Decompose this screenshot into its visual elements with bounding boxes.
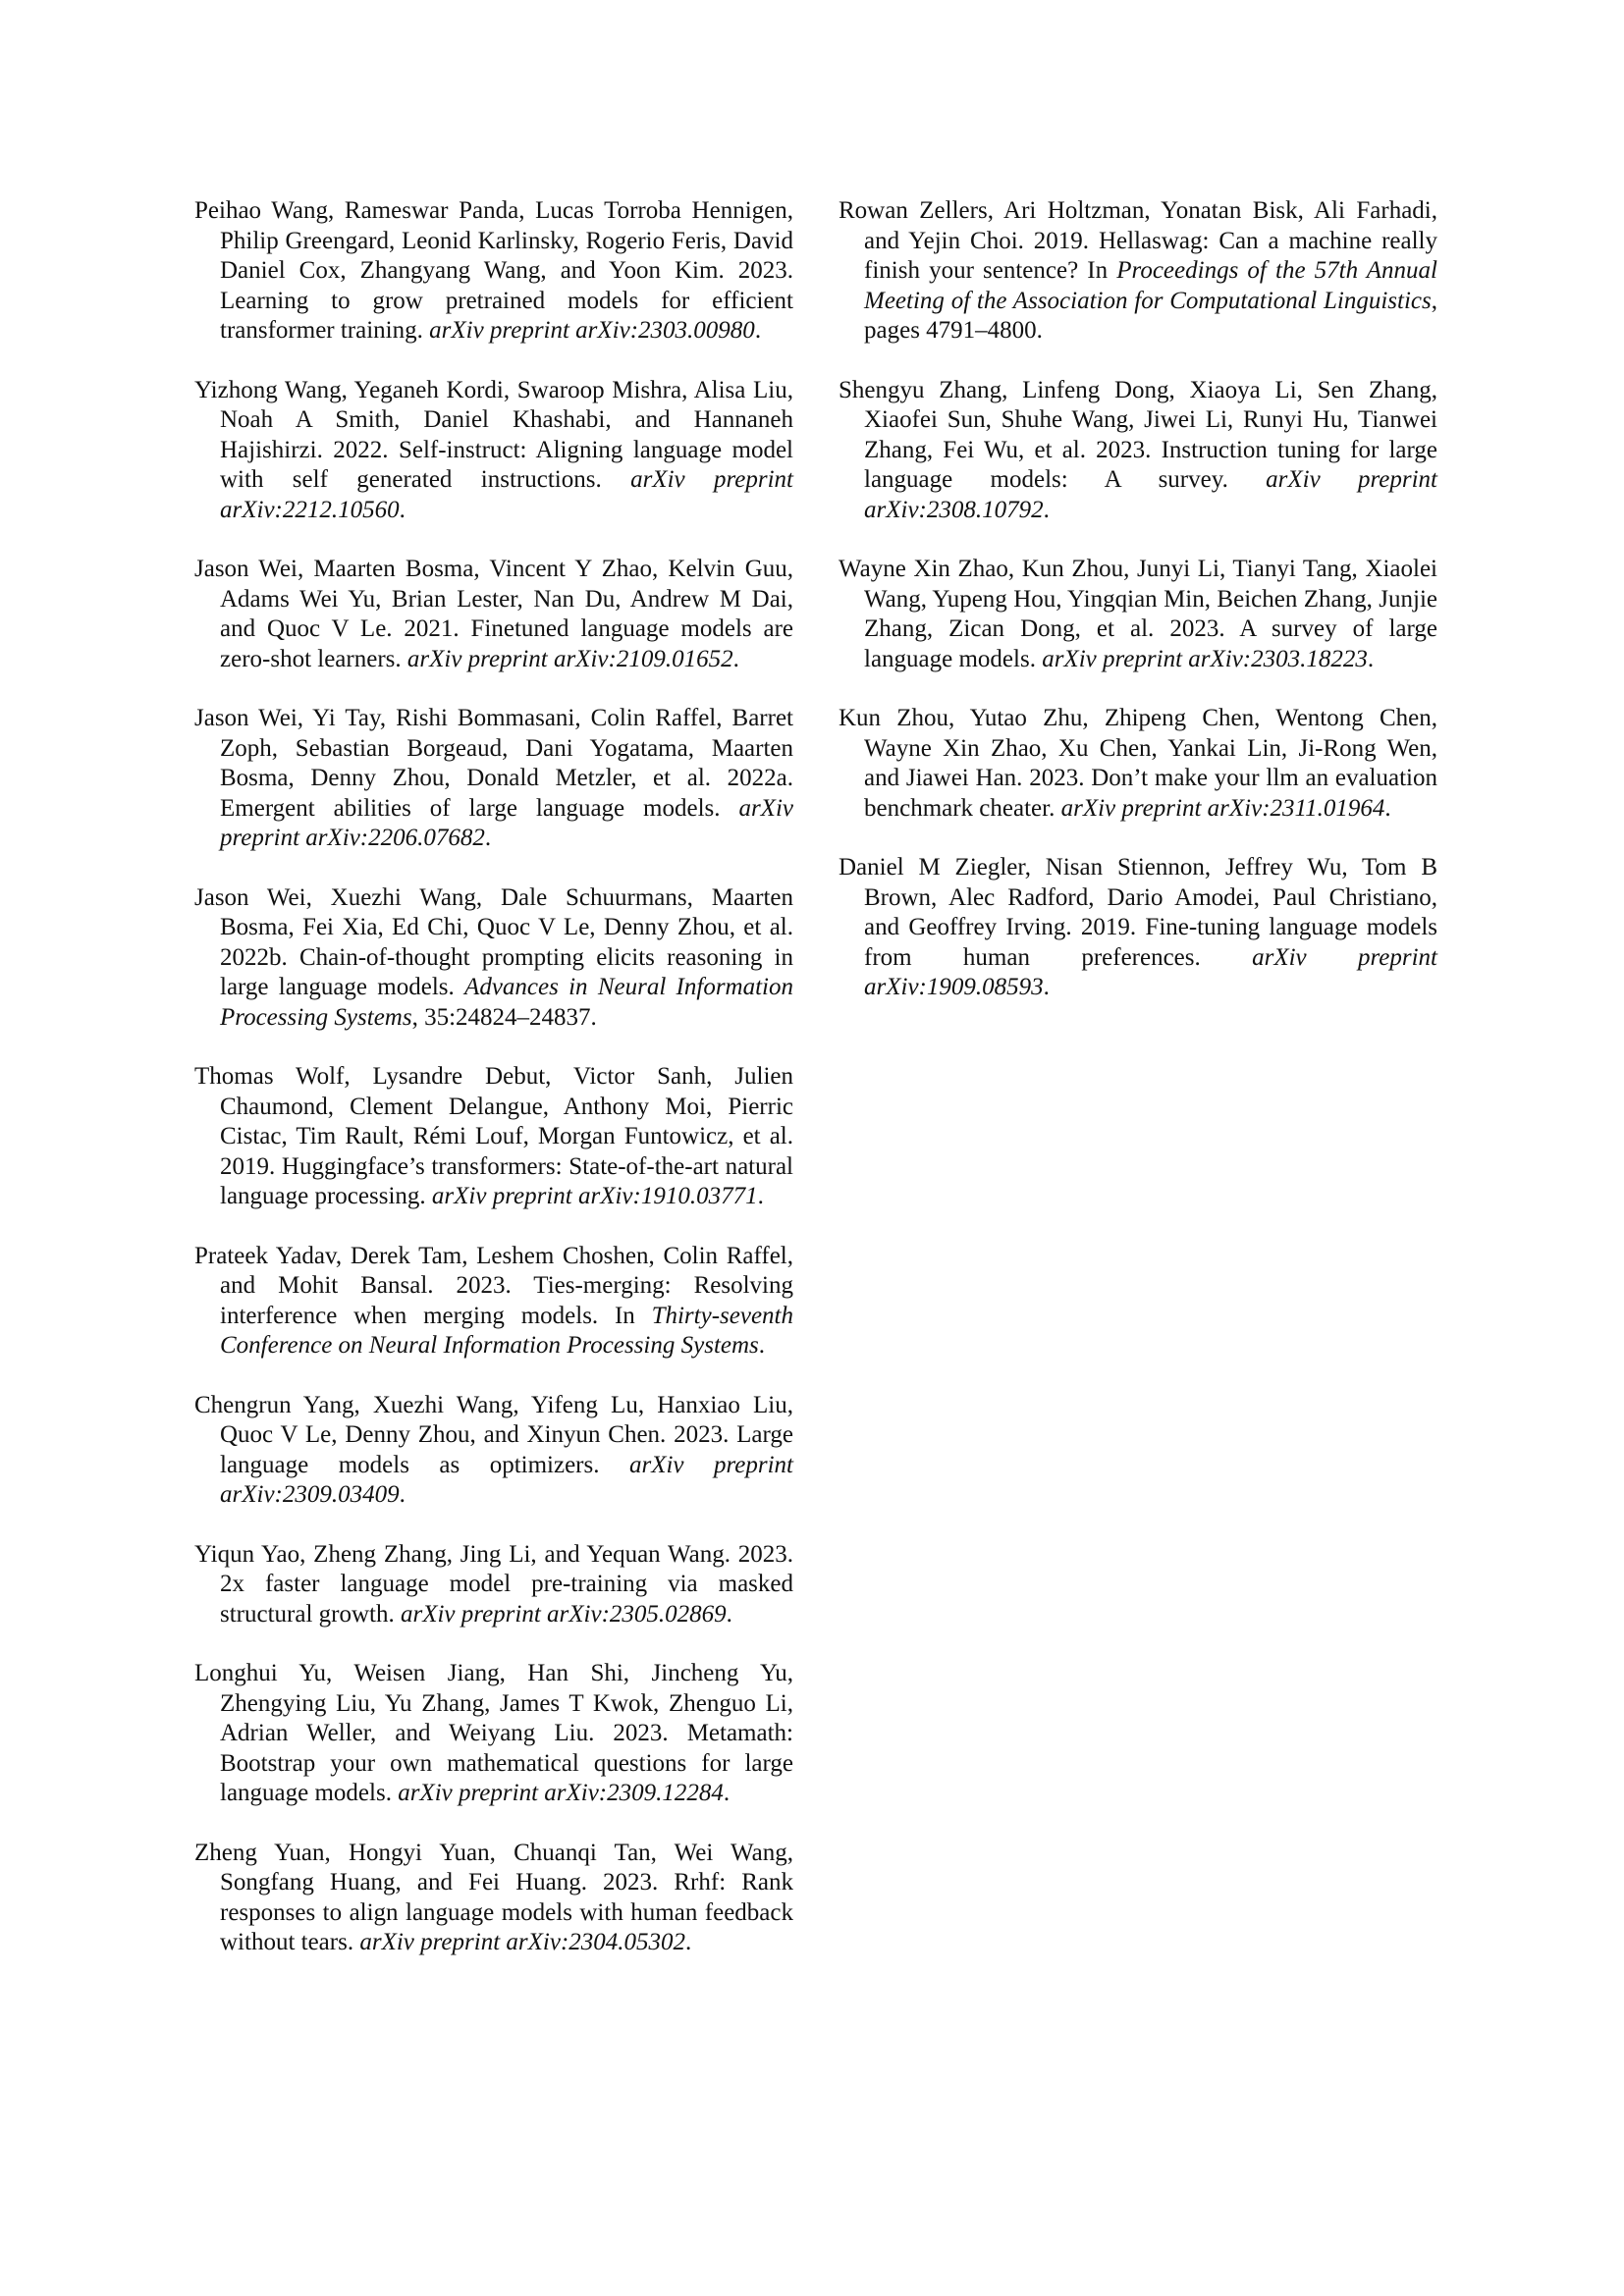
reference-venue: arXiv preprint arXiv:2303.00980 xyxy=(429,317,755,344)
reference-body: Chengrun Yang, Xuezhi Wang, Yifeng Lu, Hanxiao Liu, Quoc V Le, Denny Zhou, and Xinyun Chen. 2023. Large language models as optimizers. xyxy=(194,1391,793,1478)
reference-entry xyxy=(839,704,1437,824)
reference-body: Wayne Xin Zhao, Kun Zhou, Junyi Li, Tianyi Tang, Xiaolei Wang, Yupeng Hou, Yingqian Min, Beichen Zhang, Junjie Zhang, Zican Dong, et al. 2023. A survey of large language models. xyxy=(839,556,1437,672)
reference-entry xyxy=(194,376,793,526)
reference-tail: . xyxy=(758,1332,766,1359)
reference-body: Shengyu Zhang, Linfeng Dong, Xiaoya Li, Sen Zhang, Xiaofei Sun, Shuhe Wang, Jiwei Li, Runyi Hu, Tianwei Zhang, Fei Wu, et al. 2023. Instruction tuning for large language models: A survey. xyxy=(839,376,1437,493)
reference-tail: . xyxy=(1384,794,1391,822)
reference-entry xyxy=(194,1839,793,1958)
reference-body: Thomas Wolf, Lysandre Debut, Victor Sanh, Julien Chaumond, Clement Delangue, Anthony Moi, Pierric Cistac, Tim Rault, Rémi Louf, Morgan Funtowicz, et al. 2019. Huggingface’s transformers: State-of-the-art natural language processing. xyxy=(194,1063,793,1209)
reference-tail: , 35:24824–24837. xyxy=(411,1003,597,1031)
reference-entry xyxy=(839,196,1437,347)
reference-venue: arXiv preprint arXiv:2303.18223 xyxy=(1042,645,1368,672)
reference-venue: arXiv preprint arXiv:1909.08593 xyxy=(864,943,1437,1000)
reference-venue: arXiv preprint arXiv:2309.03409 xyxy=(220,1451,794,1508)
reference-tail: . xyxy=(399,496,406,523)
reference-body: Jason Wei, Maarten Bosma, Vincent Y Zhao, Kelvin Guu, Adams Wei Yu, Brian Lester, Nan Du, Andrew M Dai, and Quoc V Le. 2021. Finetuned language models are zero-shot learners. xyxy=(194,556,793,672)
reference-tail: . xyxy=(754,317,762,344)
reference-body: Jason Wei, Yi Tay, Rishi Bommasani, Colin Raffel, Barret Zoph, Sebastian Borgeaud, Dani Yogatama, Maarten Bosma, Denny Zhou, Donald Metzler, et al. 2022a. Emergent abilities of large language models. xyxy=(194,705,793,822)
reference-entry xyxy=(194,1391,793,1511)
reference-tail: . xyxy=(757,1183,764,1209)
reference-body: Yizhong Wang, Yeganeh Kordi, Swaroop Mishra, Alisa Liu, Noah A Smith, Daniel Khashabi, and Hannaneh Hajishirzi. 2022. Self-instruct: Aligning language model with self generated instructions. xyxy=(194,376,793,493)
reference-entry xyxy=(194,196,793,347)
reference-venue: arXiv preprint arXiv:2305.02869 xyxy=(400,1600,727,1628)
reference-entry xyxy=(194,1659,793,1809)
reference-tail: . xyxy=(1043,974,1050,1000)
reference-venue: Proceedings of the 57th Annual Meeting of the Association for Computational Linguistics xyxy=(864,257,1437,314)
reference-venue: arXiv preprint arXiv:2109.01652 xyxy=(406,645,733,672)
reference-tail: . xyxy=(399,1481,406,1508)
reference-tail: . xyxy=(1043,496,1050,523)
references-right-column xyxy=(839,196,1437,1033)
reference-venue: Thirty-seventh Conference on Neural Information Processing Systems xyxy=(220,1302,793,1359)
reference-tail: . xyxy=(685,1929,692,1955)
reference-venue: arXiv preprint arXiv:2311.01964 xyxy=(1060,794,1385,822)
reference-body: Rowan Zellers, Ari Holtzman, Yonatan Bisk, Ali Farhadi, and Yejin Choi. 2019. Hellaswag: Can a machine really finish your sentence? In xyxy=(839,197,1437,284)
reference-entry xyxy=(194,883,793,1034)
reference-venue: arXiv preprint arXiv:1910.03771 xyxy=(431,1183,758,1209)
reference-venue: arXiv preprint arXiv:2212.10560 xyxy=(220,466,793,523)
reference-venue: arXiv preprint arXiv:2309.12284 xyxy=(398,1780,724,1806)
reference-entry xyxy=(839,376,1437,526)
reference-body: Jason Wei, Xuezhi Wang, Dale Schuurmans, Maarten Bosma, Fei Xia, Ed Chi, Quoc V Le, Denny Zhou, et al. 2022b. Chain-of-thought prompting elicits reasoning in large language models. xyxy=(194,883,793,1000)
reference-venue: Advances in Neural Information Processing Systems xyxy=(220,974,793,1031)
reference-venue: arXiv preprint arXiv:2206.07682 xyxy=(220,794,793,851)
reference-entry xyxy=(194,1062,793,1212)
reference-body: Peihao Wang, Rameswar Panda, Lucas Torroba Hennigen, Philip Greengard, Leonid Karlinsky, Rogerio Feris, David Daniel Cox, Zhangyang Wang, and Yoon Kim. 2023. Learning to grow pretrained models for efficient transformer training. xyxy=(194,197,793,344)
reference-entry xyxy=(839,555,1437,674)
reference-tail: . xyxy=(723,1780,731,1806)
reference-body: Longhui Yu, Weisen Jiang, Han Shi, Jincheng Yu, Zhengying Liu, Yu Zhang, James T Kwok, Zhenguo Li, Adrian Weller, and Weiyang Liu. 2023. Metamath: Bootstrap your own mathematical questions for large language models. xyxy=(194,1660,793,1806)
reference-body: Zheng Yuan, Hongyi Yuan, Chuanqi Tan, Wei Wang, Songfang Huang, and Fei Huang. 2023. Rrhf: Rank responses to align language models with human feedback without tears. xyxy=(194,1839,793,1955)
reference-body: Yiqun Yao, Zheng Zhang, Jing Li, and Yequan Wang. 2023. 2x faster language model pre-training via masked structural growth. xyxy=(194,1540,793,1628)
reference-tail: , pages 4791–4800. xyxy=(864,287,1437,344)
reference-body: Kun Zhou, Yutao Zhu, Zhipeng Chen, Wentong Chen, Wayne Xin Zhao, Xu Chen, Yankai Lin, Ji-Rong Wen, and Jiawei Han. 2023. Don’t make your llm an evaluation benchmark cheater. xyxy=(839,705,1437,822)
references-left-column xyxy=(194,196,793,1988)
reference-body: Prateek Yadav, Derek Tam, Leshem Choshen, Colin Raffel, and Mohit Bansal. 2023. Ties-merging: Resolving interference when merging models. In xyxy=(194,1242,793,1329)
reference-venue: arXiv preprint arXiv:2308.10792 xyxy=(864,466,1437,523)
reference-tail: . xyxy=(484,825,492,851)
reference-entry xyxy=(839,853,1437,1003)
reference-entry xyxy=(194,1540,793,1630)
reference-tail: . xyxy=(726,1600,732,1628)
reference-entry xyxy=(194,555,793,674)
reference-tail: . xyxy=(732,645,739,672)
reference-body: Daniel M Ziegler, Nisan Stiennon, Jeffrey Wu, Tom B Brown, Alec Radford, Dario Amodei, Paul Christiano, and Geoffrey Irving. 2019. Fine-tuning language models from human preferences. xyxy=(839,854,1437,971)
reference-entry xyxy=(194,704,793,854)
reference-entry xyxy=(194,1242,793,1362)
reference-tail: . xyxy=(1367,645,1375,672)
reference-venue: arXiv preprint arXiv:2304.05302 xyxy=(359,1929,686,1955)
